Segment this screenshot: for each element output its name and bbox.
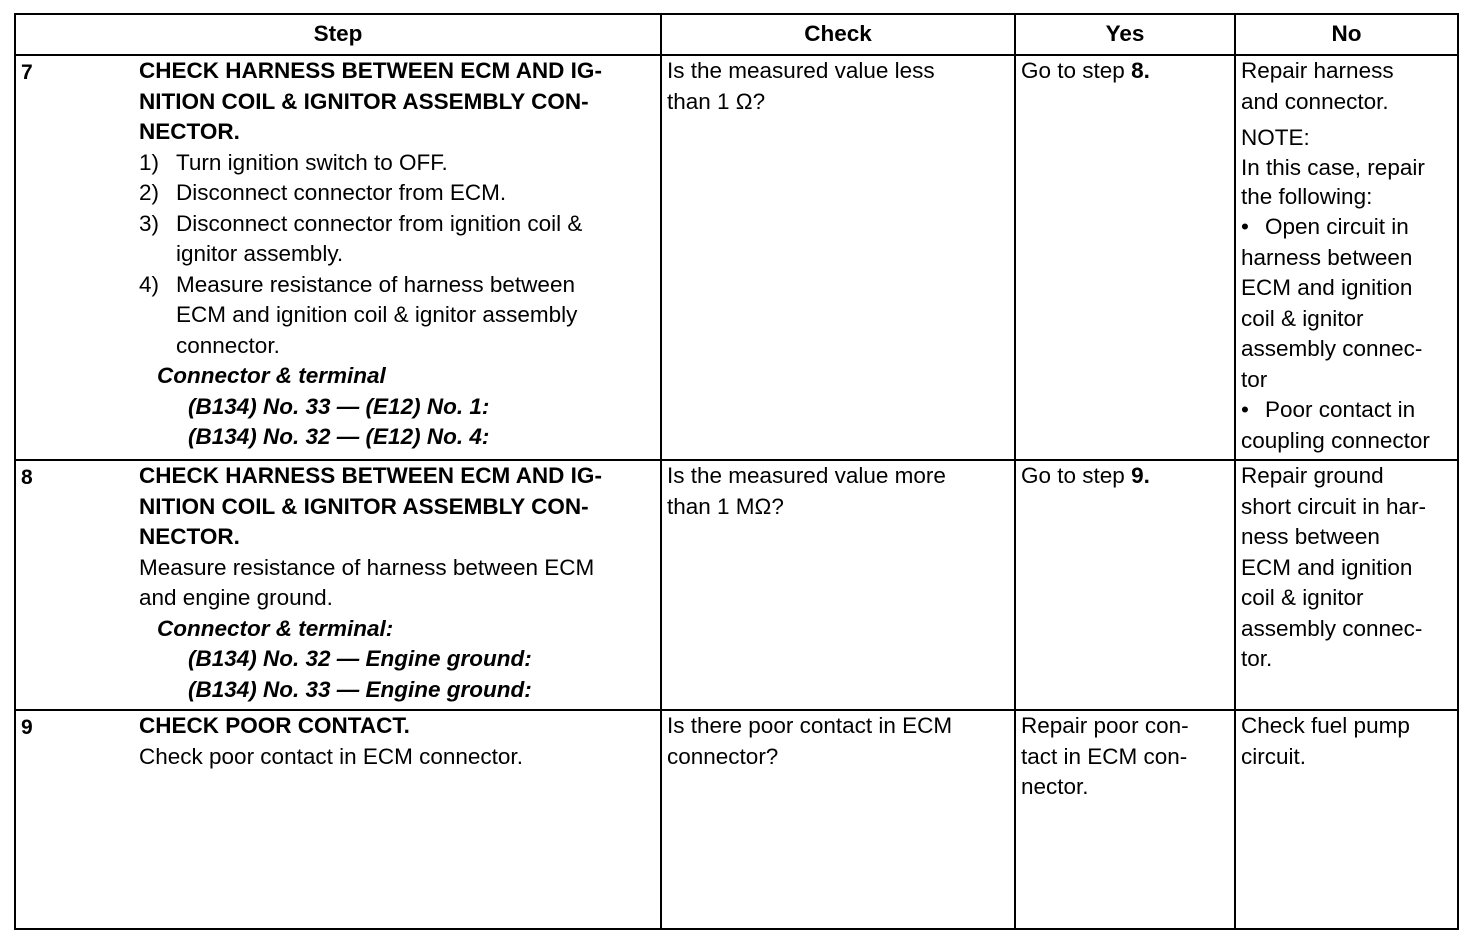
- check-text: connector?: [667, 743, 779, 769]
- connector-heading: Connector & terminal: [157, 363, 386, 388]
- procedure-text: ignitor assembly.: [176, 241, 344, 266]
- bullet-icon: •: [1241, 214, 1249, 239]
- check-text: Is the measured value more: [667, 463, 946, 488]
- procedure-item: [139, 178, 656, 209]
- step-title-line: NITION COIL & IGNITOR ASSEMBLY CON-: [139, 493, 589, 519]
- procedure-list: [139, 148, 656, 362]
- bullet-text: Open circuit in: [1265, 214, 1409, 239]
- yes-step-ref: 8.: [1131, 58, 1150, 83]
- step-title-line: NITION COIL & IGNITOR ASSEMBLY CON-: [139, 88, 589, 114]
- procedure-item: [139, 148, 656, 179]
- no-text: and connector.: [1241, 88, 1389, 114]
- procedure-item: [139, 209, 656, 270]
- bullet-text: coupling connector: [1241, 427, 1430, 453]
- connector-terminal: (B134) No. 32 — (E12) No. 4:: [188, 424, 490, 449]
- check-text: than 1 Ω?: [667, 88, 766, 114]
- header-check: Check: [661, 14, 1015, 55]
- step-text: Measure resistance of harness between ECM: [139, 554, 595, 580]
- step-title-line: CHECK HARNESS BETWEEN ECM AND IG-: [139, 58, 602, 83]
- procedure-item: [139, 270, 656, 362]
- step-number: 9: [21, 716, 33, 739]
- check-text: Is there poor contact in ECM: [667, 713, 953, 738]
- no-text: coil & ignitor: [1241, 585, 1364, 610]
- yes-cell: [1015, 710, 1235, 929]
- no-text: tor.: [1241, 646, 1273, 671]
- check-cell: [661, 55, 1015, 460]
- no-text: assembly connec-: [1241, 615, 1423, 641]
- yes-text: [1016, 56, 1234, 87]
- step-title-line: NECTOR.: [139, 119, 240, 144]
- header-no: No: [1235, 14, 1458, 55]
- bullet-text: ECM and ignition: [1241, 275, 1413, 300]
- procedure-text: ECM and ignition coil & ignitor assembly: [176, 302, 578, 327]
- connector-terminal: (B134) No. 33 — Engine ground:: [188, 676, 532, 702]
- check-text: Is the measured value less: [667, 58, 935, 83]
- yes-prefix: Go to step: [1021, 463, 1132, 488]
- no-cell: [1235, 55, 1458, 460]
- step-text: and engine ground.: [139, 585, 333, 610]
- step-title-line: CHECK POOR CONTACT.: [139, 713, 410, 738]
- step-title: [139, 711, 656, 742]
- yes-text: Repair poor con-: [1021, 713, 1189, 738]
- step-title: [139, 56, 656, 148]
- no-text: ECM and ignition: [1241, 554, 1413, 580]
- table-row: [15, 55, 1458, 460]
- step-title-line: CHECK HARNESS BETWEEN ECM AND IG-: [139, 463, 602, 488]
- no-text: circuit.: [1241, 743, 1307, 769]
- bullet-text: harness between: [1241, 244, 1413, 270]
- header-yes: Yes: [1015, 14, 1235, 55]
- step-title: [139, 461, 656, 553]
- procedure-text: Disconnect connector from ECM.: [176, 180, 507, 205]
- list-item: [1241, 212, 1454, 243]
- bullet-text: assembly connec-: [1241, 336, 1423, 361]
- connector-terminal: (B134) No. 32 — Engine ground:: [188, 646, 532, 671]
- connector-heading: Connector & terminal:: [157, 615, 394, 641]
- bullet-text: tor: [1241, 366, 1268, 392]
- yes-text: [1016, 461, 1234, 492]
- procedure-text: connector.: [176, 332, 280, 358]
- yes-text: nector.: [1021, 774, 1089, 799]
- yes-cell: [1015, 55, 1235, 460]
- no-text: short circuit in har-: [1241, 493, 1427, 519]
- note-label: NOTE:: [1241, 125, 1310, 150]
- check-text: than 1 MΩ?: [667, 493, 784, 519]
- no-text: ness between: [1241, 524, 1380, 549]
- bullet-text: Poor contact in: [1265, 397, 1416, 422]
- yes-step-ref: 9.: [1131, 463, 1150, 488]
- yes-prefix: Go to step: [1021, 58, 1132, 83]
- yes-cell: [1015, 460, 1235, 710]
- step-text: Check poor contact in ECM connector.: [139, 743, 523, 769]
- bullet-icon: •: [1241, 397, 1249, 422]
- note-text: the following:: [1241, 183, 1373, 209]
- list-item: [1241, 395, 1454, 426]
- procedure-text: Disconnect connector from ignition coil &: [176, 210, 583, 236]
- table-row: [15, 460, 1458, 710]
- no-cell: [1235, 710, 1458, 929]
- step-number: 7: [21, 61, 33, 84]
- connector-terminal: (B134) No. 33 — (E12) No. 1:: [188, 393, 490, 419]
- note-text: In this case, repair: [1241, 154, 1425, 180]
- table-header-row: [15, 14, 1458, 55]
- procedure-index: 2): [139, 180, 160, 205]
- header-step: Step: [15, 14, 661, 55]
- no-text: Repair ground: [1241, 463, 1384, 488]
- procedure-text: Measure resistance of harness between: [176, 271, 575, 297]
- diagnostic-table: [14, 13, 1459, 930]
- table-row: [15, 710, 1458, 929]
- procedure-index: 4): [139, 271, 160, 297]
- step-number: 8: [21, 466, 33, 489]
- check-cell: [661, 460, 1015, 710]
- no-cell: [1235, 460, 1458, 710]
- step-cell: [15, 460, 661, 710]
- step-cell: [15, 710, 661, 929]
- yes-text: tact in ECM con-: [1021, 743, 1188, 769]
- step-cell: [15, 55, 661, 460]
- procedure-index: 3): [139, 210, 160, 236]
- procedure-text: Turn ignition switch to OFF.: [176, 149, 448, 175]
- no-text: Repair harness: [1241, 58, 1394, 83]
- check-cell: [661, 710, 1015, 929]
- step-title-line: NECTOR.: [139, 524, 240, 549]
- bullet-text: coil & ignitor: [1241, 305, 1364, 331]
- no-text: Check fuel pump: [1241, 713, 1410, 738]
- procedure-index: 1): [139, 149, 160, 175]
